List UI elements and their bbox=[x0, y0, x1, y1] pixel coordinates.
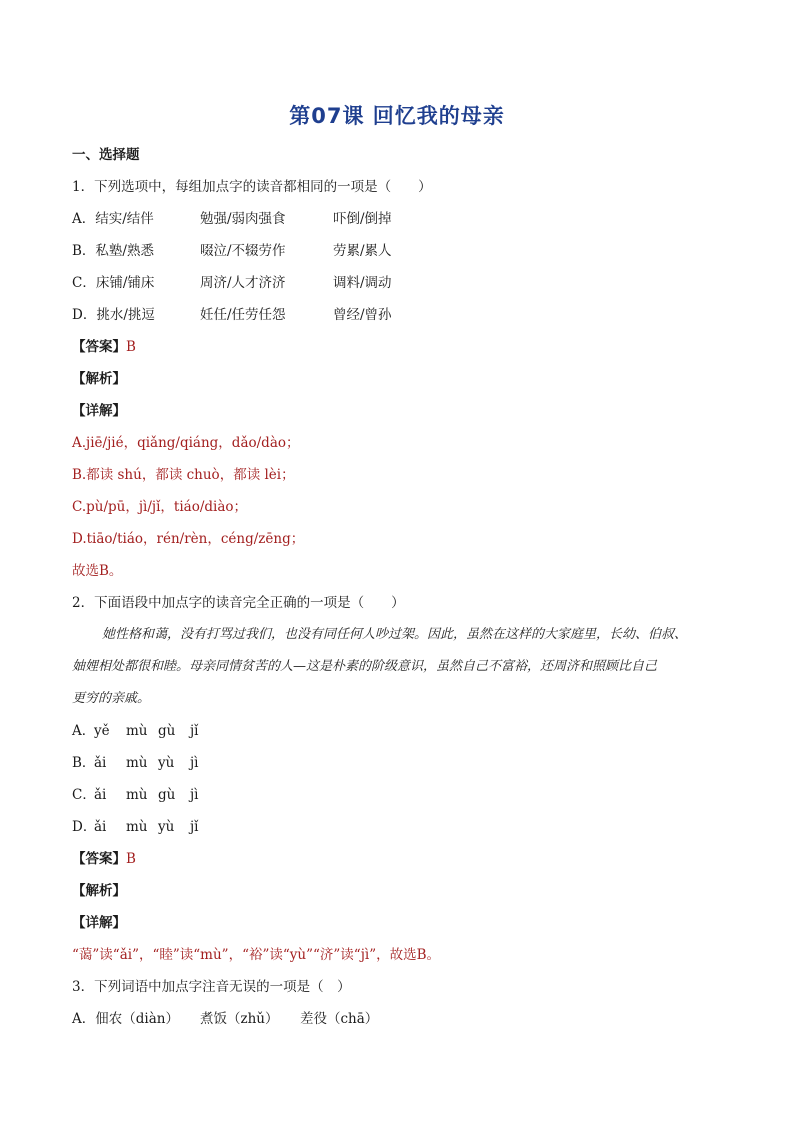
q2-option-a: A．yě mù gù jǐ bbox=[72, 723, 199, 739]
q1-detail-tag: 【详解】 bbox=[72, 403, 126, 419]
q2-option-c: C．ǎi mù gù jì bbox=[72, 787, 199, 803]
q1-conclusion: 故选B。 bbox=[72, 563, 123, 579]
q2-passage-line-1: 她性格和蔼，没有打骂过我们，也没有同任何人吵过架。因此，虽然在这样的大家庭里，长幼、伯叔、 bbox=[102, 627, 688, 642]
q2-detail-tag: 【详解】 bbox=[72, 915, 126, 931]
q1-option-d: D．挑水/挑逗 妊任/任劳任怨 曾经/曾孙 bbox=[72, 307, 392, 323]
q2-option-b: B．ǎi mù yù jì bbox=[72, 755, 199, 771]
q1-analysis-tag: 【解析】 bbox=[72, 371, 126, 387]
section-heading: 一、选择题 bbox=[72, 147, 140, 163]
q2-stem: 2．下面语段中加点字的读音完全正确的一项是（ ） bbox=[72, 595, 405, 611]
q3-stem: 3．下列词语中加点字注音无误的一项是（ ） bbox=[72, 979, 351, 995]
q1-answer: 【答案】B bbox=[72, 339, 136, 355]
q1-detail-b: B.都读 shú，都读 chuò，都读 lèi； bbox=[72, 467, 295, 483]
page-title: 第07课 回忆我的母亲 bbox=[289, 104, 505, 128]
q2-option-d: D．ǎi mù yù jǐ bbox=[72, 819, 199, 835]
q1-detail-c: C.pù/pū，jì/jǐ，tiáo/diào； bbox=[72, 499, 248, 515]
q1-stem: 1．下列选项中，每组加点字的读音都相同的一项是（ ） bbox=[72, 179, 432, 195]
q1-option-c: C．床铺/铺床 周济/人才济济 调料/调动 bbox=[72, 275, 392, 291]
q2-detail: “蔼”读“ǎi”，“睦”读“mù”，“裕”读“yù”“济”读“jì”，故选B。 bbox=[72, 947, 441, 963]
q1-detail-a: A.jiē/jié，qiǎng/qiáng，dǎo/dào； bbox=[72, 435, 300, 451]
q1-option-a: A．结实/结伴 勉强/弱肉强食 吓倒/倒掉 bbox=[72, 211, 392, 227]
q2-passage-line-2: 妯娌相处都很和睦。母亲同情贫苦的人—这是朴素的阶级意识，虽然自己不富裕，还周济和照顾比自己 bbox=[72, 659, 658, 674]
q2-passage-line-3: 更穷的亲戚。 bbox=[72, 691, 151, 706]
q3-option-a: A．佃农（diàn） 煮饭（zhǔ） 差役（chā） bbox=[72, 1011, 379, 1027]
q1-option-b: B．私塾/熟悉 啜泣/不辍劳作 劳累/累人 bbox=[72, 243, 392, 259]
q2-analysis-tag: 【解析】 bbox=[72, 883, 126, 899]
q1-detail-d: D.tiāo/tiáo，rén/rèn，céng/zēng； bbox=[72, 531, 305, 547]
q2-answer: 【答案】B bbox=[72, 851, 136, 867]
